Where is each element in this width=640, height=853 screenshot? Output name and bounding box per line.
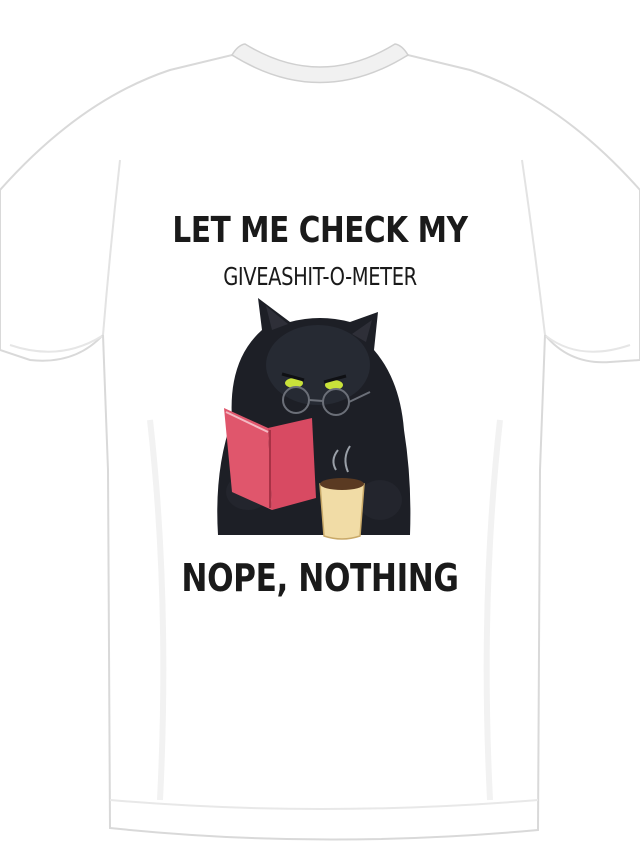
print-line-1: LET ME CHECK MY [172, 210, 468, 251]
print-line-2: GIVEASHIT-O-METER [223, 262, 417, 291]
print-line-3: NOPE, NOTHING [181, 556, 459, 600]
